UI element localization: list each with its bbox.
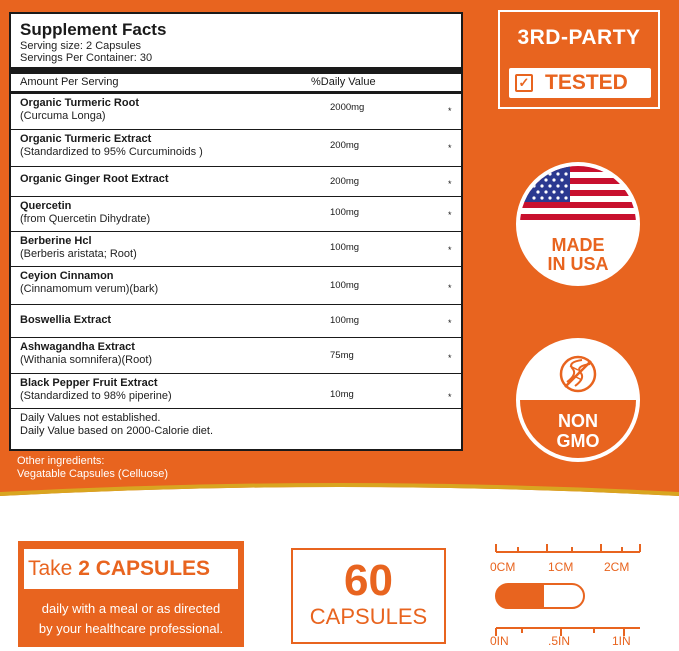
other-ingredients-label: Other ingredients: bbox=[17, 455, 105, 467]
ingredient-row bbox=[11, 94, 461, 130]
third-party-text: 3RD-PARTY bbox=[517, 26, 641, 49]
ingredient-amount: 100mg bbox=[330, 315, 360, 326]
ingredient-dv: * bbox=[448, 245, 452, 255]
ruler-in-1: .5IN bbox=[548, 634, 571, 648]
ruler-in-0: 0IN bbox=[490, 634, 509, 648]
ingredient-dv: * bbox=[448, 353, 452, 363]
ingredient-dv: * bbox=[448, 392, 452, 402]
ingredient-amount: 100mg bbox=[330, 242, 360, 253]
ingredient-amount: 75mg bbox=[330, 350, 354, 361]
tested-label-box bbox=[509, 68, 651, 98]
ingredient-amount: 200mg bbox=[330, 176, 360, 187]
dosage-description bbox=[18, 599, 244, 639]
ruler-scale-icon bbox=[488, 538, 658, 648]
us-flag-icon bbox=[520, 166, 636, 222]
ingredient-name: Ceyion Cinnamon bbox=[20, 270, 114, 282]
ingredient-name: Organic Turmeric Root bbox=[20, 97, 139, 109]
ingredient-dv: * bbox=[448, 179, 452, 189]
ingredient-sub: (Standardized to 98% piperine) bbox=[20, 390, 172, 402]
ingredient-sub: (Berberis aristata; Root) bbox=[20, 248, 137, 260]
dosage-desc-line-2: by your healthcare professional. bbox=[38, 621, 224, 636]
made-in-usa-badge bbox=[516, 162, 640, 286]
capsule-size-ruler bbox=[488, 538, 658, 648]
other-ingredients bbox=[17, 455, 168, 481]
ingredient-name: Organic Ginger Root Extract bbox=[20, 173, 169, 185]
take-text: Take bbox=[28, 557, 79, 580]
capsule-count-box bbox=[291, 548, 446, 644]
ingredient-sub: (Curcuma Longa) bbox=[20, 110, 106, 122]
ingredient-row bbox=[11, 267, 461, 305]
daily-value-header: %Daily Value bbox=[311, 76, 376, 88]
capsule-count-text: 2 CAPSULES bbox=[78, 557, 211, 580]
dosage-box bbox=[18, 541, 244, 647]
capsules-word: CAPSULES bbox=[309, 604, 428, 629]
ingredient-amount: 2000mg bbox=[330, 102, 365, 113]
serving-size: Serving size: 2 Capsules bbox=[20, 40, 142, 52]
non-text: NON bbox=[558, 411, 598, 431]
ingredient-dv: * bbox=[448, 106, 452, 116]
facts-divider-thick bbox=[11, 67, 461, 74]
tested-text: TESTED bbox=[545, 71, 628, 94]
ruler-cm-1: 1CM bbox=[548, 560, 574, 574]
third-party-tested-badge bbox=[498, 10, 660, 109]
ruler-in-2: 1IN bbox=[612, 634, 631, 648]
ingredient-sub: (Standardized to 95% Curcuminoids ) bbox=[20, 146, 203, 158]
ingredient-sub: (Cinnamomum verum)(bark) bbox=[20, 283, 159, 295]
ingredient-dv: * bbox=[448, 283, 452, 293]
ingredient-row bbox=[11, 305, 461, 338]
ingredient-amount: 100mg bbox=[330, 207, 360, 218]
facts-notes bbox=[20, 409, 452, 438]
other-ingredients-value: Vegatable Capsules (Celluose) bbox=[17, 468, 169, 480]
non-gmo-badge bbox=[516, 338, 640, 462]
amount-header: Amount Per Serving bbox=[20, 76, 119, 88]
ingredient-row bbox=[11, 338, 461, 374]
ingredient-name: Berberine Hcl bbox=[20, 235, 92, 247]
ingredient-sub: (from Quercetin Dihydrate) bbox=[20, 213, 151, 225]
calorie-diet-note: Daily Value based on 2000-Calorie diet. bbox=[20, 425, 214, 437]
ingredient-name: Ashwagandha Extract bbox=[20, 341, 135, 353]
dosage-desc-line-1: daily with a meal or as directed bbox=[41, 601, 221, 616]
take-capsules-label bbox=[24, 549, 238, 589]
ruler-cm-2: 2CM bbox=[604, 560, 630, 574]
ingredient-name: Black Pepper Fruit Extract bbox=[20, 377, 158, 389]
dna-icon bbox=[520, 342, 636, 400]
facts-header-row bbox=[20, 74, 452, 91]
ingredient-row bbox=[11, 167, 461, 197]
ingredient-sub: (Withania somnifera)(Root) bbox=[20, 354, 153, 366]
ingredient-name: Quercetin bbox=[20, 200, 72, 212]
ingredient-dv: * bbox=[448, 210, 452, 220]
ingredient-amount: 100mg bbox=[330, 280, 360, 291]
made-text: MADE bbox=[551, 235, 605, 255]
ingredient-name: Organic Turmeric Extract bbox=[20, 133, 152, 145]
capsule-number: 60 bbox=[344, 556, 393, 605]
facts-title: Supplement Facts bbox=[20, 20, 167, 39]
gmo-text: GMO bbox=[556, 431, 600, 451]
in-usa-text: IN USA bbox=[547, 254, 609, 274]
ingredient-row bbox=[11, 130, 461, 167]
ruler-cm-0: 0CM bbox=[490, 560, 516, 574]
ingredient-dv: * bbox=[448, 143, 452, 153]
ingredient-amount: 200mg bbox=[330, 140, 360, 151]
ingredient-dv: * bbox=[448, 318, 452, 328]
checkbox-icon: ✓ bbox=[515, 74, 533, 92]
supplement-facts-panel bbox=[9, 12, 463, 451]
ingredient-name: Boswellia Extract bbox=[20, 314, 112, 326]
ingredient-row bbox=[11, 374, 461, 409]
ingredient-row bbox=[11, 232, 461, 267]
daily-values-note: Daily Values not established. bbox=[20, 412, 161, 424]
ingredient-row bbox=[11, 197, 461, 232]
servings-per-container: Servings Per Container: 30 bbox=[20, 52, 153, 64]
ingredient-amount: 10mg bbox=[330, 389, 354, 400]
